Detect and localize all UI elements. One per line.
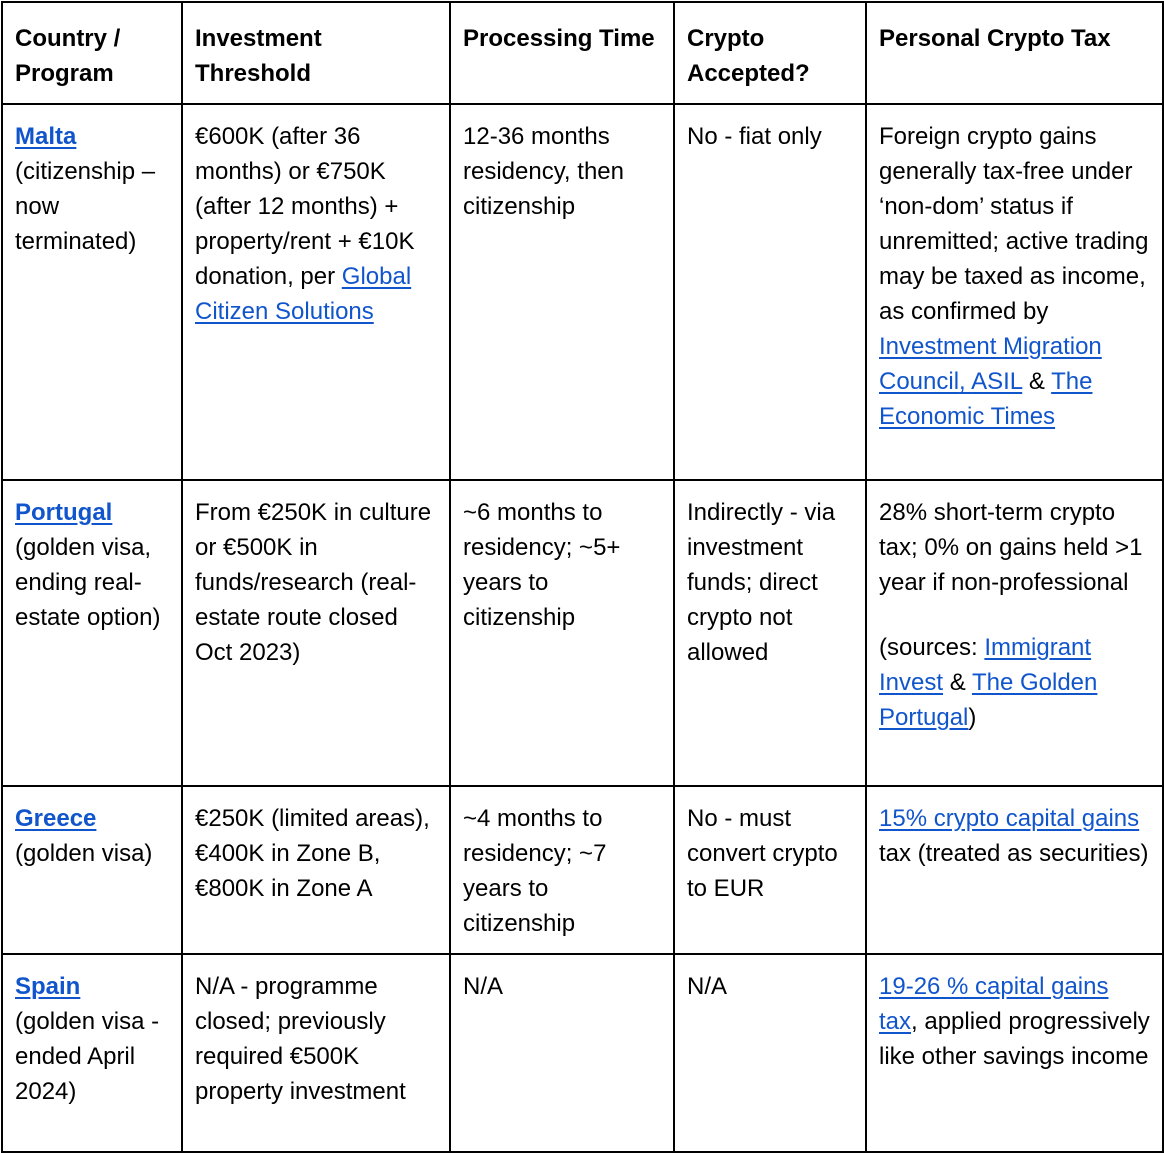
tax-cell [866, 786, 1163, 954]
tax-text: , applied progressively like other savings income [879, 1008, 1150, 1070]
tax-cell [866, 480, 1163, 786]
sources-suffix: ) [968, 704, 977, 731]
link-separator: & [1022, 368, 1052, 395]
source-link-global-citizen-solutions[interactable]: Global Citizen Solutions [195, 263, 412, 325]
tax-text: 28% short-term crypto tax; 0% on gains held >1 year if non-professional [879, 499, 1143, 596]
country-cell [2, 786, 182, 954]
processing-cell: ~6 months to residency; ~5+ years to citizenship [450, 480, 674, 786]
link-separator: , [959, 368, 972, 395]
processing-cell: N/A [450, 954, 674, 1152]
program-text: (golden visa, ending real-estate option) [15, 534, 161, 631]
table-row [2, 786, 1163, 954]
source-link-golden-portugal[interactable]: The Golden Portugal [879, 669, 1098, 731]
sources-prefix: (sources: [879, 634, 985, 661]
header-investment: Investment Threshold [182, 2, 450, 104]
crypto-cell: Indirectly - via investment funds; direct crypto not allowed [674, 480, 866, 786]
table-row [2, 104, 1163, 480]
source-link-economic-times[interactable]: The Economic Times [879, 368, 1093, 430]
crypto-cell: No - must convert crypto to EUR [674, 786, 866, 954]
country-link-greece[interactable]: Greece [15, 805, 97, 832]
investment-cell: N/A - programme closed; previously required €500K property investment [182, 954, 450, 1152]
source-link-capital-gains-tax[interactable]: 19-26 % capital gains tax [879, 973, 1109, 1035]
program-text: (golden visa) [15, 840, 153, 867]
country-link-portugal[interactable]: Portugal [15, 499, 113, 526]
comparison-table [1, 1, 1164, 1153]
source-link-crypto-capital-gains[interactable]: 15% crypto capital gains [879, 805, 1140, 832]
table-header-row [2, 2, 1163, 104]
sources-note [879, 630, 1150, 735]
country-cell [2, 954, 182, 1152]
tax-text: tax (treated as securities) [879, 840, 1149, 867]
crypto-cell: N/A [674, 954, 866, 1152]
processing-cell: 12-36 months residency, then citizenship [450, 104, 674, 480]
source-link-investment-migration-council[interactable]: Investment Migration Council [879, 333, 1102, 395]
crypto-cell: No - fiat only [674, 104, 866, 480]
header-tax: Personal Crypto Tax [866, 2, 1163, 104]
investment-cell [182, 104, 450, 480]
country-cell [2, 104, 182, 480]
header-crypto: Crypto Accepted? [674, 2, 866, 104]
country-link-malta[interactable]: Malta [15, 123, 77, 150]
investment-cell: From €250K in culture or €500K in funds/research (real-estate route closed Oct 2023) [182, 480, 450, 786]
investment-text: €600K (after 36 months) or €750K (after 12 months) + property/rent + €10K donation, per [195, 123, 415, 290]
header-processing: Processing Time [450, 2, 674, 104]
link-separator: & [943, 669, 972, 696]
table-row [2, 954, 1163, 1152]
processing-cell: ~4 months to residency; ~7 years to citizenship [450, 786, 674, 954]
tax-cell [866, 954, 1163, 1152]
header-country: Country / Program [2, 2, 182, 104]
program-text: (citizenship – now terminated) [15, 158, 156, 255]
tax-text: Foreign crypto gains generally tax-free under ‘non-dom’ status if unremitted; active trading may be taxed as income, as confirmed by [879, 123, 1149, 325]
country-cell [2, 480, 182, 786]
source-link-immigrant-invest[interactable]: Immigrant Invest [879, 634, 1092, 696]
tax-cell [866, 104, 1163, 480]
source-link-asil[interactable]: ASIL [971, 368, 1023, 395]
program-text: (golden visa - ended April 2024) [15, 1008, 160, 1105]
table-row [2, 480, 1163, 786]
country-link-spain[interactable]: Spain [15, 973, 81, 1000]
investment-cell: €250K (limited areas), €400K in Zone B, €800K in Zone A [182, 786, 450, 954]
